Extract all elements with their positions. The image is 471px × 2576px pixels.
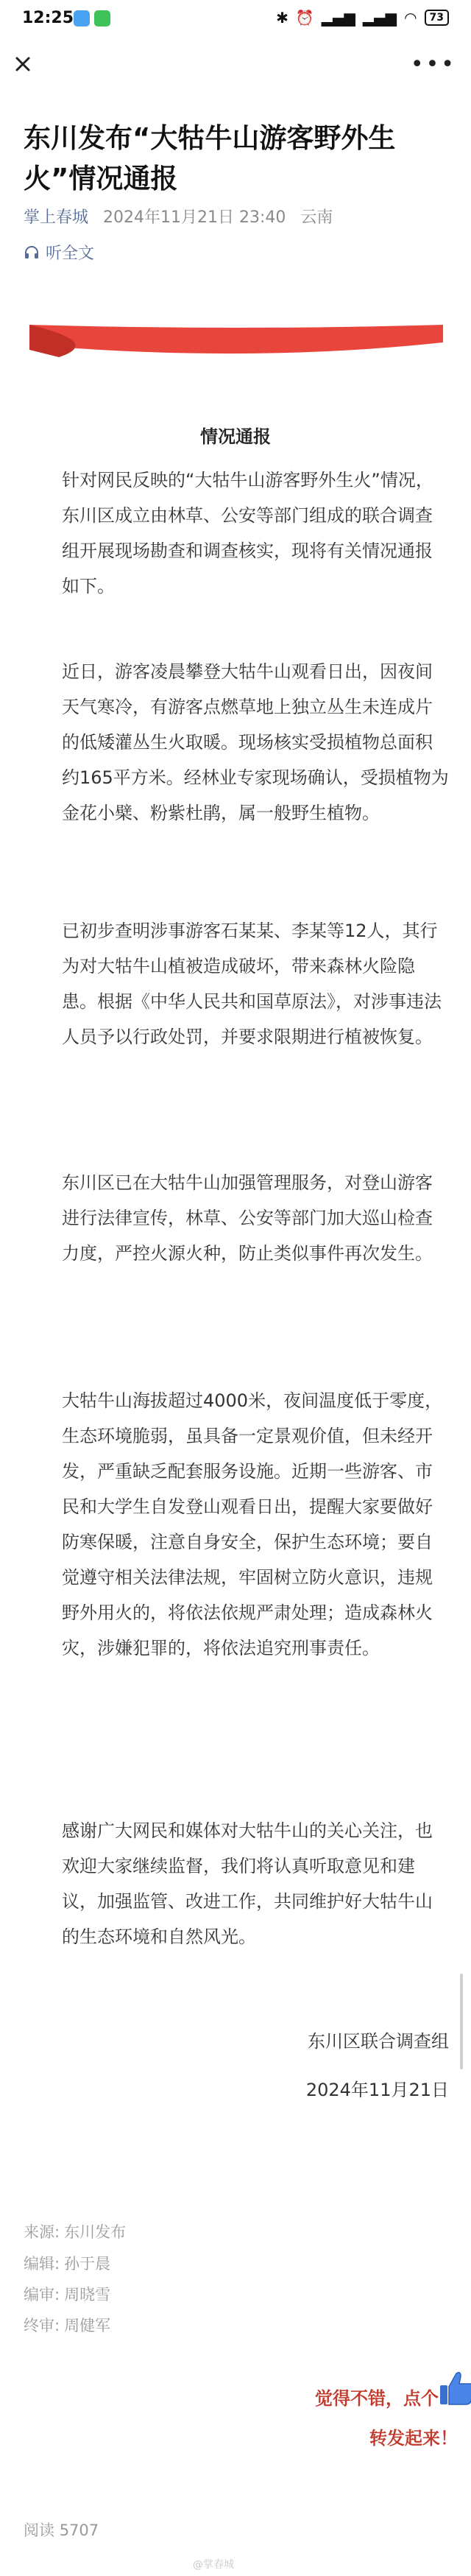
thumbs-up-icon [439,2369,471,2407]
footer-final [24,2314,110,2336]
reviewer-label: 编审: [24,2286,60,2304]
watermark: @掌春城 [193,2559,234,2571]
promo-line-1: 觉得不错，点个 [315,2388,439,2409]
publish-location: 云南 [300,208,333,227]
status-icons [276,9,449,27]
scrollbar[interactable] [460,1974,463,2069]
notification-app-icon-2 [94,10,110,27]
signal-icon-2: ▂▄▆ [362,9,397,27]
like-share-promo [302,2369,471,2457]
paragraph-3: 已初步查明涉事游客石某某、李某等12人，其行为对大牯牛山植被造成破坏，带来森林火险隐患。根据《中华人民共和国草原法》，对涉事违法人员予以行政处罚，并要求限期进行植被恢复。 [62,921,442,1047]
paragraph-1: 针对网民反映的“大牯牛山游客野外生火”情况，东川区成立由林草、公安等部门组成的联合调查组开展现场勘查和调查核实，现将有关情况通报如下。 [62,470,433,597]
reviewer-value: 周晓雪 [64,2286,111,2304]
alarm-icon: ⏰ [295,9,314,27]
footer-source [24,2220,126,2242]
section-heading: 情况通报 [200,426,271,447]
bluetooth-icon: ✱ [276,9,288,27]
status-bar [0,0,471,37]
more-icon[interactable]: ••• [410,52,456,77]
close-icon[interactable] [10,52,35,77]
signal-icon: ▂▄▆ [321,9,355,27]
editor-value: 孙于晨 [64,2255,111,2273]
editor-label: 编辑: [24,2255,60,2273]
signature: 东川区联合调查组 [308,2031,449,2052]
paragraph-2: 近日，游客凌晨攀登大牯牛山观看日出，因夜间天气寒冷，有游客点燃草地上独立丛生未连成片的低矮灌丛生火取暖。现场核实受损植物总面积约165平方米。经林业专家现场确认，受损植物为金花小檗、粉紫杜鹃，属一般野生植物。 [62,661,449,823]
promo-line-2: 转发起来！ [369,2428,458,2449]
status-time: 12:25 [22,9,74,27]
source-label: 来源: [24,2223,60,2241]
listen-button[interactable] [24,241,94,264]
article-title: 东川发布“大牯牛山游客野外生火”情况通报 [24,122,396,194]
listen-label: 听全文 [46,244,95,263]
article-meta [24,205,333,228]
paragraph-4: 东川区已在大牯牛山加强管理服务，对登山游客进行法律宣传，林草、公安等部门加大巡山检查力度，严控火源火种，防止类似事件再次发生。 [62,1172,433,1264]
paragraph-6: 感谢广大网民和媒体对大牯牛山的关心关注，也欢迎大家继续监督，我们将认真听取意见和建议，加强监管、改进工作，共同维护好大牯牛山的生态环境和自然风光。 [62,1820,433,1947]
wifi-icon: ◠ [404,9,417,27]
footer-reviewer [24,2283,110,2305]
nav-bar [0,44,471,96]
source-value: 东川发布 [64,2223,127,2241]
read-count [24,2519,99,2541]
notification-app-icon [74,10,90,27]
reads-value: 5707 [59,2522,99,2539]
paragraph-5: 大牯牛山海拔超过4000米，夜间温度低于零度，生态环境脆弱，虽具备一定景观价值，但未经开发，严重缺乏配套服务设施。近期一些游客、市民和大学生自发登山观看日出，提醒大家要做好防寒保暖，注意自身安全，保护生态环境；要自觉遵守相关法律法规，牢固树立防火意识，违规野外用火的，将依法依规严肃处理；造成森林火灾，涉嫌犯罪的，将依法追究刑事责任。 [62,1390,443,1658]
sign-date: 2024年11月21日 [305,2080,449,2100]
headphones-icon [24,244,40,261]
final-label: 终审: [24,2317,60,2334]
battery-icon: 73 [425,10,449,26]
footer-editor [24,2252,110,2274]
cover-banner-image [29,320,443,365]
publish-datetime: 2024年11月21日 23:40 [103,208,286,227]
account-name[interactable]: 掌上春城 [24,208,89,227]
final-value: 周健军 [64,2317,111,2334]
reads-label: 阅读 [24,2522,54,2539]
